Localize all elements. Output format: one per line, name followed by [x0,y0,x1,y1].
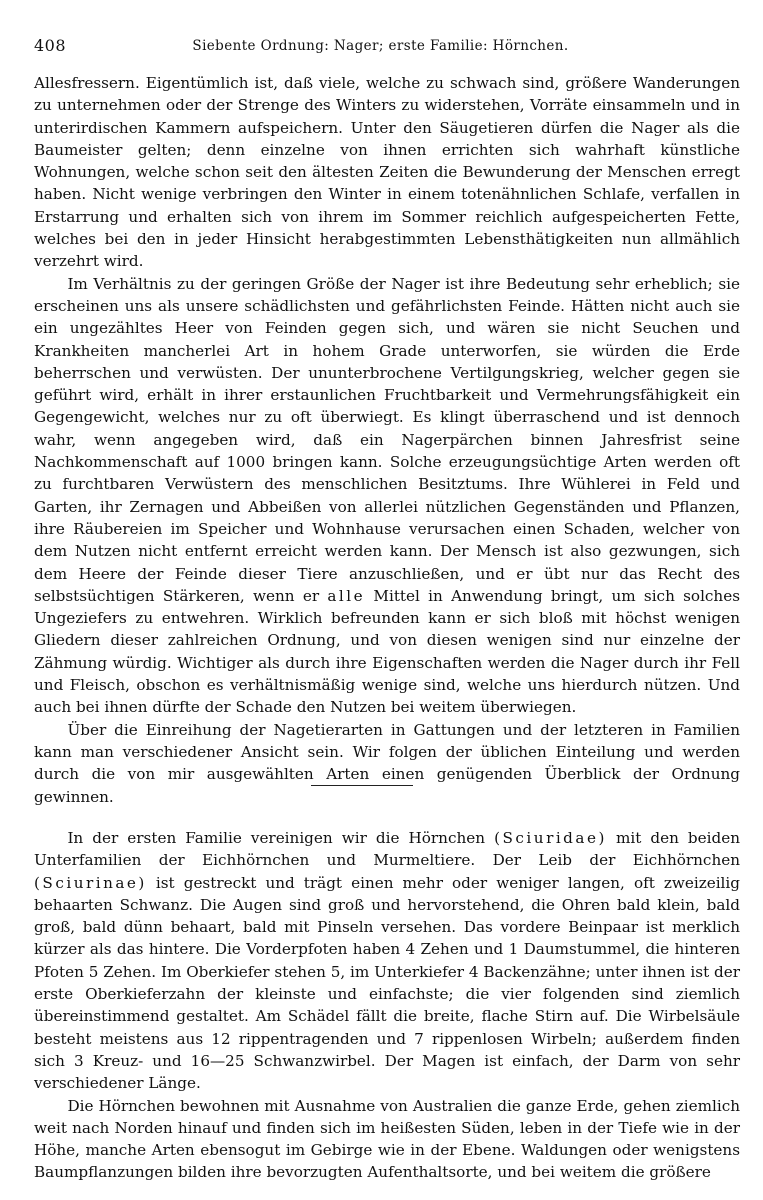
family-text-b: mit den beiden Unterfamilien der Eichhörnchen und Murmeltiere. Der Leib der Eichhörnchen [34,829,740,870]
paragraph-distribution: Die Hörnchen bewohnen mit Ausnahme von Australien die ganze Erde, gehen ziemlich weit nach Norden hinauf und finden sich im heißesten Süden, leben in der Tiefe wie in der Höhe, manche Arten ebensogut im Gebirge wie in der Ebene. Waldungen oder wenigstens Baumpflanzungen bilden ihre bevorzugten Aufenthaltsorte, und bei weitem die größere [34,1096,740,1182]
paragraph-continuation: Allesfressern. Eigentümlich ist, daß viele, welche zu schwach sind, größere Wanderungen zu unternehmen oder der Strenge des Winters zu widerstehen, Vorräte einsammeln und in unterirdischen Kammern aufspeichern. Unter den Säugetieren dürfen die Nager als die Baumeister gelten; denn einzelne von ihnen errichten sich wahrhaft künstliche Wohnungen, welche schon seit den ältesten Zeiten die Bewunderung der Menschen erregt haben. Nicht wenige verbringen den Winter in einem totenähnlichen Schlafe, verfallen in Erstarrung und erhalten sich von ihrem im Sommer reichlich aufgespeicherten Fette, welches bei den in jeder Hinsicht herabgestimmten Lebensthätigkeiten nun allmählich verzehrt wird. [34,74,740,271]
page-number: 408 [34,36,67,55]
paragraph-family-description [34,827,740,1095]
paragraph-importance-text-b: Mittel in Anwendung bringt, um sich solches Ungeziefers zu entwehren. Wirklich befreunden kann er sich bloß mit höchst wenigen Gliedern dieser zahlreichen Ordnung, und von diesen wenigen sind nur einzelne der Zähmung würdig. Wichtiger als durch ihre Eigenschaften werden die Nager durch ihr Fell und Fleisch, obschon es verhältnismäßig wenige sind, welche uns hierdurch nützen. Und auch bei ihnen dürfte der Schade den Nutzen bei weitem überwiegen. [34,586,740,717]
text-section-squirrel-family [34,827,740,1184]
family-text-c: ist gestreckt und trägt einen mehr oder weniger langen, oft zweizeilig behaarten Schwanz. Die Augen sind groß und hervorstehend, die Ohren bald klein, bald groß, bald dünn behaart, bald mit Pinseln versehen. Das vordere Beinpaar ist merklich kürzer als das hintere. Die Vorderpfoten haben 4 Zehen und 1 Daumstummel, die hinteren Pfoten 5 Zehen. Im Oberkiefer stehen 5, im Unterkiefer 4 Backenzähne; unter ihnen ist der erste Oberkieferzahn der kleinste und einfachste; die vier folgenden sind ziemlich übereinstimmend gestaltet. Am Schädel fällt die breite, flache Stirn auf. Die Wirbelsäule besteht meistens aus 12 rippentragenden und 7 rippenlosen Wirbeln; außerdem finden sich 3 Kreuz- und 16—25 Schwanzwirbel. Der Magen ist einfach, der Darm von sehr verschiedener Länge. [34,873,740,1093]
text-section-rodents-intro [34,72,740,808]
family-text-a: In der ersten Familie vereinigen wir die Hörnchen [67,829,486,847]
emphasized-word: alle [327,586,366,605]
paragraph-importance [34,273,740,719]
page-header [34,36,727,58]
paragraph-classification: Über die Einreihung der Nagetierarten in Gattungen und der letzteren in Familien kann man verschiedener Ansicht sein. Wir folgen der üblichen Einteilung und werden durch die von mir ausgewählten Arten einen genügenden Überblick der Ordnung gewinnen. [34,720,740,806]
latin-name-sciuridae: (Sciuridae) [494,829,607,847]
running-head: Siebente Ordnung: Nager; erste Familie: Hörnchen. [192,38,569,54]
latin-name-sciurinae: (Sciurinae) [34,873,147,892]
paragraph-importance-text-a: Im Verhältnis zu der geringen Größe der Nager ist ihre Bedeutung sehr erheblich; sie erscheinen uns als unsere schädlichsten und gefährlichsten Feinde. Hätten nicht auch sie ein ungezähltes Heer von Feinden gegen sich, und wären sie nicht Seuchen und Krankheiten mancherlei Art in hohem Grade unterworfen, sie würden die Erde beherrschen und verwüsten. Der ununterbrochene Vertilgungskrieg, welcher gegen sie geführt wird, erhält in ihrer erstaunlichen Fruchtbarkeit und Vermehrungsfähigkeit ein Gegengewicht, welches nur zu oft überwiegt. Es klingt überraschend und ist dennoch wahr, wenn angegeben wird, daß ein Nagerpärchen binnen Jahresfrist seine Nachkommenschaft auf 1000 bringen kann. Solche erzeugungsüchtige Arten werden oft zu furchtbaren Verwüstern des menschlichen Besitztums. Ihre Wühlerei in Feld und Garten, ihr Zernagen und Abbeißen von allerlei nützlichen Gegenständen und Pflanzen, ihre Räubereien im Speicher und Wohnhause verursachen einen Schaden, welcher von dem Nutzen nicht entfernt erreicht werden kann. Der Mensch ist also gezwungen, sich dem Heere der Feinde dieser Tiere anzuschließen, und er übt nur das Recht des selbstsüchtigen Stärkeren, wenn er [34,274,740,605]
section-divider [311,785,413,786]
